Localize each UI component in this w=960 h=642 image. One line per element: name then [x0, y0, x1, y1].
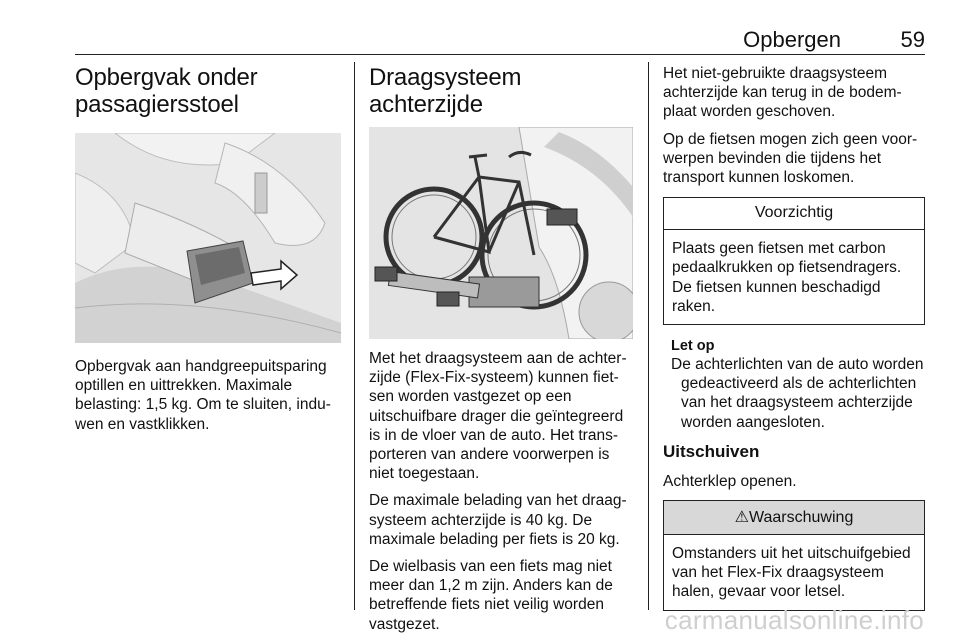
note-title: Let op: [671, 338, 715, 355]
watermark: carmanualsonline.info: [664, 605, 924, 635]
page-number: 59: [900, 27, 925, 52]
paragraph-bike-carrier-1: Met het draagsysteem aan de achterzijde (Flex-Fix-systeem) kunnen fietsen worden vastgezet op een uitschuifbare drager die geïntegreerd is in de vloer van de auto. Het transporteren van andere voorwerpen is niet toegestaan.: [369, 350, 627, 483]
warning-text: Omstanders uit het uitschuifgebied van het Flex-Fix draagsysteem halen, gevaar voor letsel.: [672, 545, 911, 601]
section-title: Opbergen: [743, 27, 841, 52]
heading-bike-carrier: Draagsysteem achterzijde: [369, 64, 522, 118]
caution-text: Plaats geen fietsen met carbon pedaalkrukken op fietsendragers. De fietsen kunnen beschadigd raken.: [672, 240, 902, 315]
subheading-extend: Uitschuiven: [663, 441, 760, 461]
caution-title: Voorzichtig: [664, 198, 924, 230]
column-bike-carrier: [369, 64, 633, 634]
paragraph-loose-objects: Op de fietsen mogen zich geen voorwerpen bevinden die tijdens het transport kunnen loskomen.: [663, 130, 918, 187]
paragraph-bike-carrier-3: De wielbasis van een fiets mag niet meer dan 1,2 m zijn. Anders kan de betreffende fiets niet veilig worden vastgezet.: [369, 558, 613, 633]
column-divider: [648, 62, 649, 610]
caution-box: [663, 197, 925, 325]
note-text: De achterlichten van de auto worden gedeactiveerd als de achterlichten van het draagsysteem achterzijde worden aangesloten.: [671, 356, 924, 431]
warning-triangle-icon: ⚠: [734, 509, 749, 527]
paragraph-bike-carrier-2: De maximale belading van het draagsysteem achterzijde is 40 kg. De maximale belading per fiets is 20 kg.: [369, 492, 627, 548]
heading-seat-storage: Opbergvak onder passagiersstoel: [75, 64, 258, 118]
paragraph-seat-storage: Opbergvak aan handgreepuitsparing optillen en uittrekken. Maximale belasting: 1,5 kg. Om te sluiten, induwen en vastklikken.: [75, 358, 331, 433]
warning-title: Waarschuwing: [749, 509, 854, 527]
note-block: [663, 338, 925, 432]
paragraph-carrier-stow: Het niet-gebruikte draagsysteem achterzijde kan terug in de bodemplaat worden geschoven.: [663, 65, 902, 121]
warning-header: [664, 501, 924, 535]
column-seat-storage: [75, 64, 341, 434]
column-carrier-notes: [663, 64, 925, 611]
page-header: [75, 0, 925, 55]
warning-box: [663, 500, 925, 611]
rear-bike-carrier-illustration: [369, 127, 633, 339]
paragraph-open-tailgate: Achterklep openen.: [663, 472, 797, 490]
column-divider: [354, 62, 355, 610]
seat-storage-drawer-illustration: [75, 133, 341, 343]
